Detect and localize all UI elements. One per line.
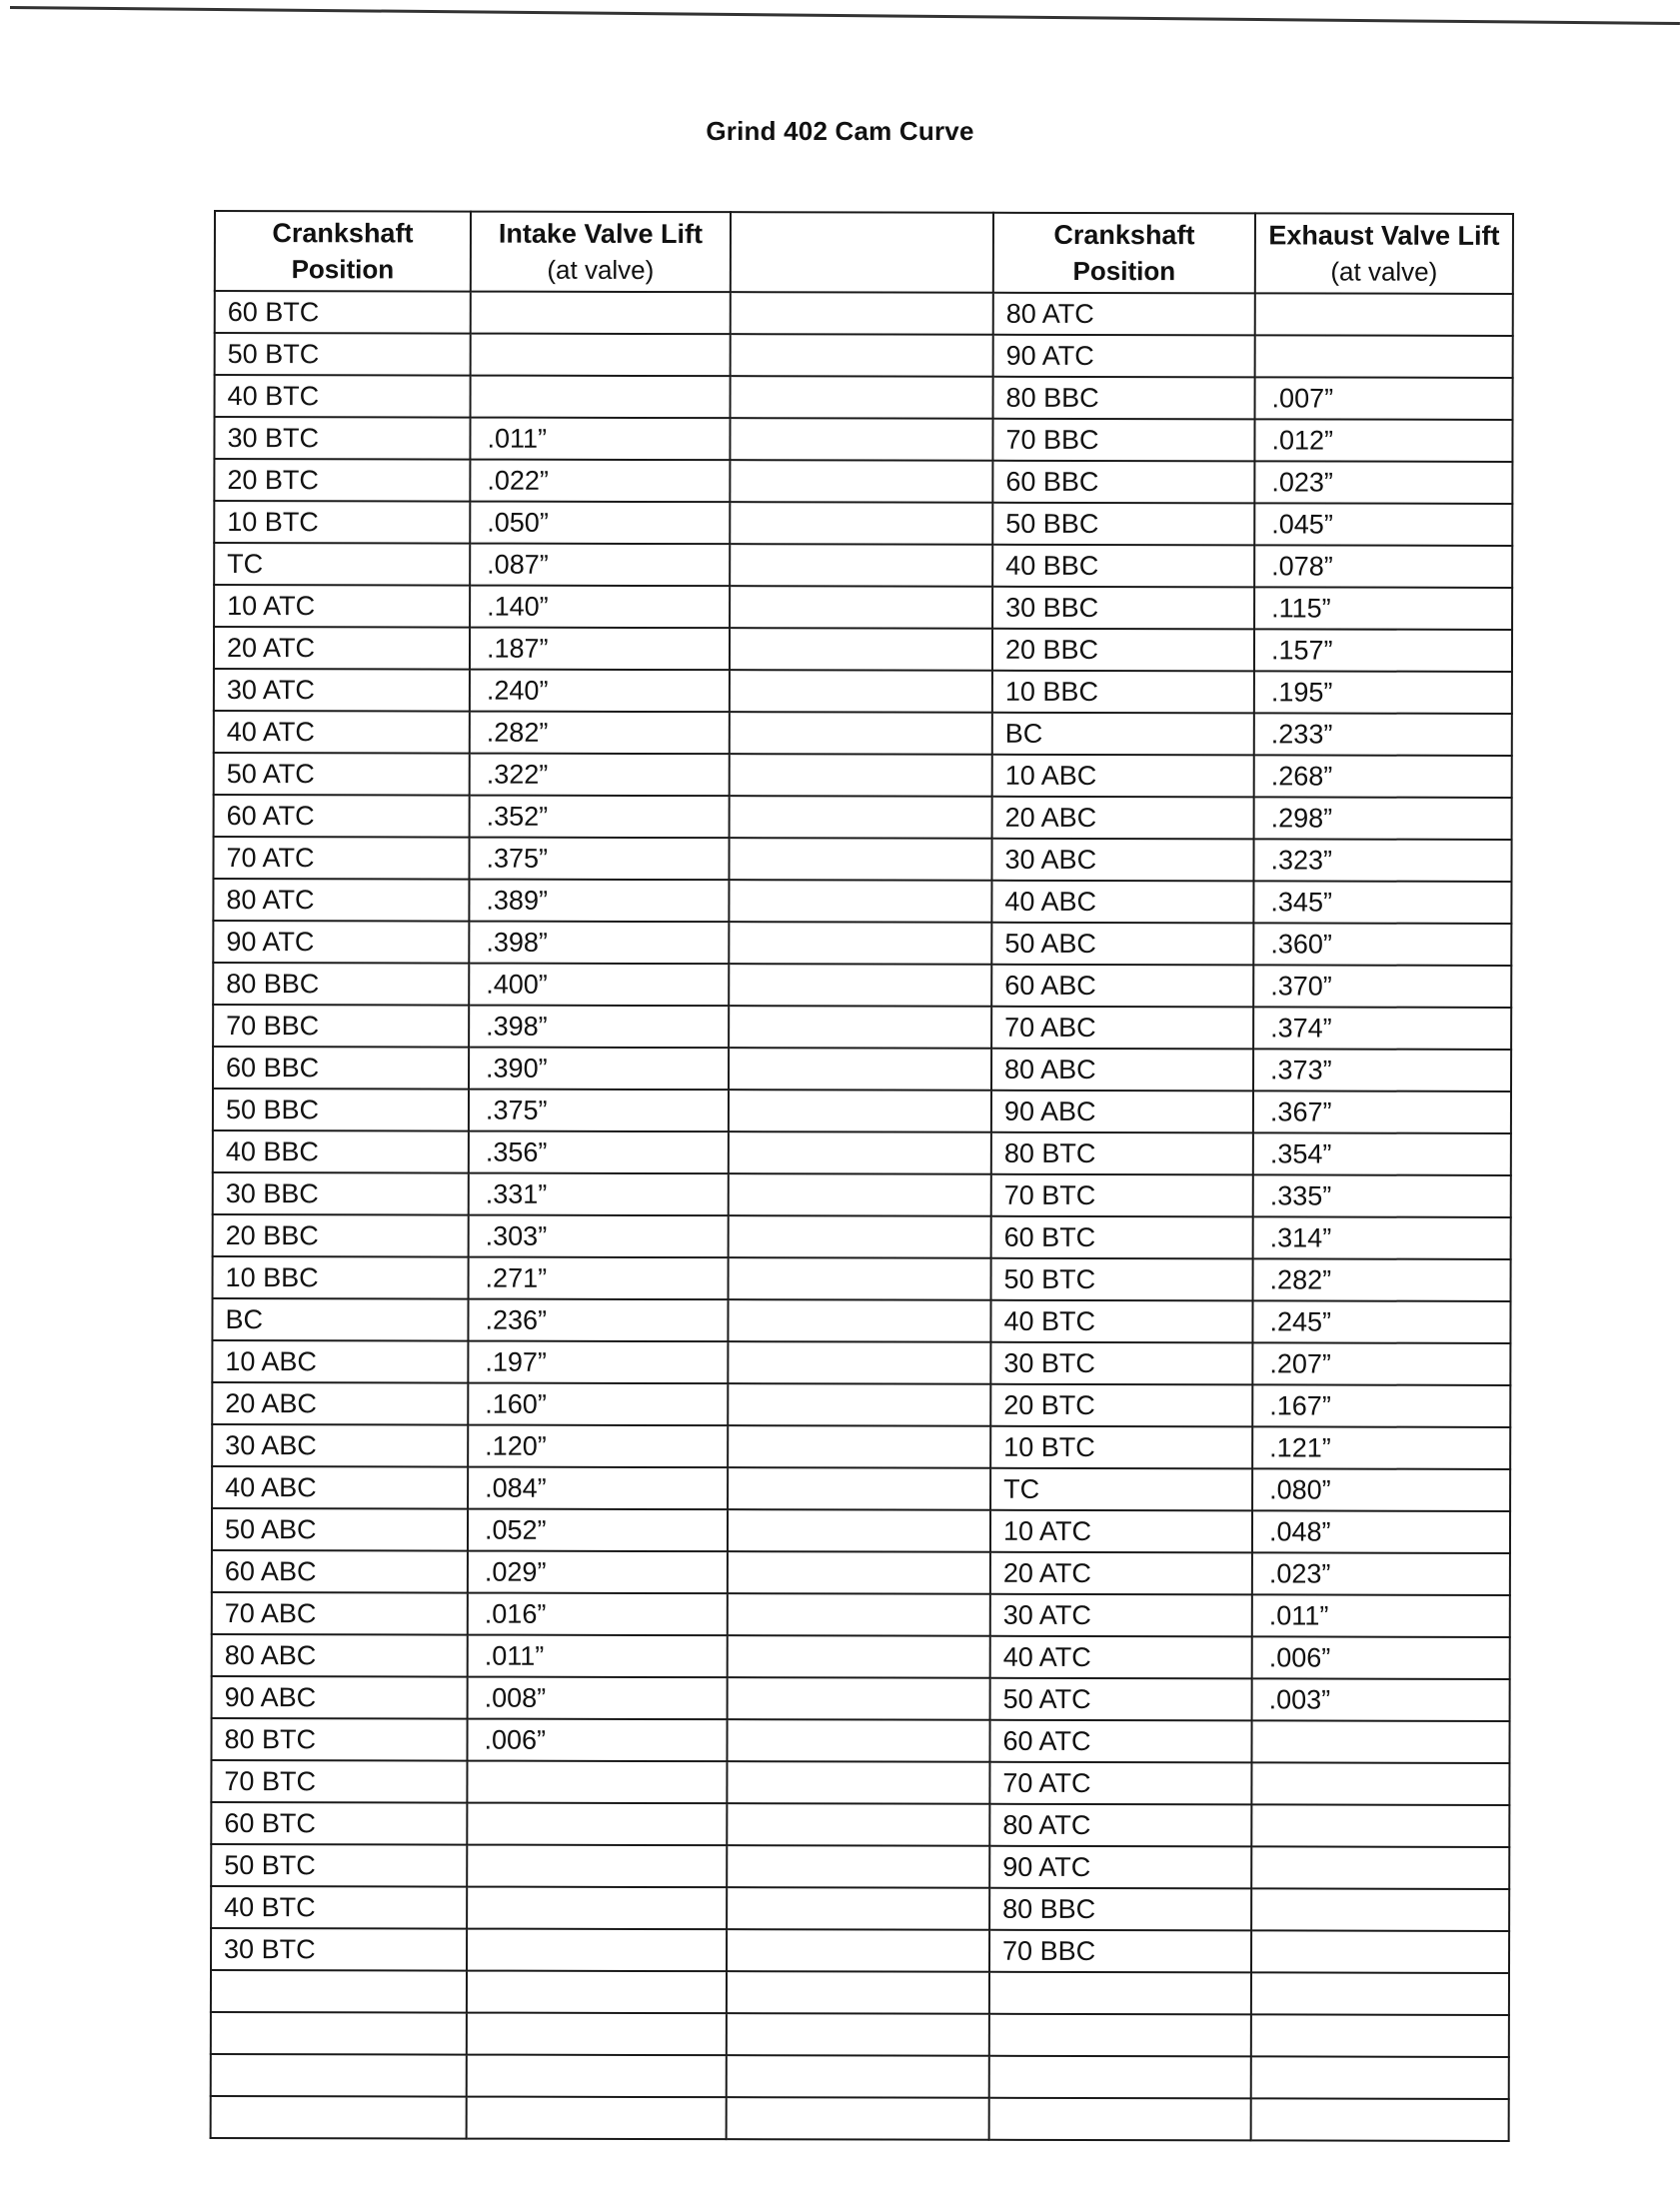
exhaust-valve-lift-cell: .354” xyxy=(1253,1132,1511,1175)
intake-valve-lift-cell xyxy=(467,1929,727,1972)
intake-crankshaft-position-cell: 60 BTC xyxy=(211,1802,467,1845)
exhaust-crankshaft-position-cell: 40 BTC xyxy=(990,1300,1252,1343)
exhaust-valve-lift-cell: .157” xyxy=(1254,629,1512,672)
exhaust-valve-lift-cell xyxy=(1251,1888,1509,1931)
intake-valve-lift-cell: .052” xyxy=(468,1509,728,1552)
table-row xyxy=(212,1550,1510,1595)
blank-cell xyxy=(727,2097,989,2140)
blank-cell xyxy=(729,1090,991,1132)
header-main: Exhaust Valve Lift xyxy=(1268,220,1500,251)
blank-cell xyxy=(729,1131,991,1174)
page-title: Grind 402 Cam Curve xyxy=(706,116,974,146)
blank-cell xyxy=(727,2055,989,2098)
intake-valve-lift-cell: .322” xyxy=(470,754,730,797)
exhaust-valve-lift-cell: .007” xyxy=(1255,377,1513,420)
table-row xyxy=(214,585,1512,630)
exhaust-crankshaft-position-cell: 80 ABC xyxy=(991,1049,1253,1092)
exhaust-valve-lift-cell: .045” xyxy=(1254,503,1512,546)
intake-crankshaft-position-cell: 60 BTC xyxy=(215,291,471,334)
blank-cell xyxy=(730,670,992,713)
table-row xyxy=(213,1005,1511,1050)
intake-crankshaft-position-cell: 60 BBC xyxy=(213,1047,469,1090)
intake-valve-lift-cell: .390” xyxy=(469,1048,729,1091)
intake-valve-lift-cell: .197” xyxy=(468,1341,728,1384)
exhaust-valve-lift-cell xyxy=(1251,2014,1509,2057)
intake-crankshaft-position-cell: 70 BBC xyxy=(213,1005,469,1048)
exhaust-crankshaft-position-cell: TC xyxy=(990,1468,1252,1511)
intake-valve-lift-cell xyxy=(467,1971,727,2014)
table-row xyxy=(215,375,1513,420)
exhaust-crankshaft-position-cell: 20 BBC xyxy=(992,629,1254,672)
exhaust-valve-lift-cell: .245” xyxy=(1252,1300,1510,1343)
intake-valve-lift-cell: .375” xyxy=(469,1090,729,1132)
intake-valve-lift-cell: .398” xyxy=(469,922,729,965)
intake-crankshaft-position-cell: TC xyxy=(214,543,470,586)
blank-cell xyxy=(730,754,992,797)
exhaust-valve-lift-cell: .282” xyxy=(1253,1258,1511,1301)
intake-crankshaft-position-cell: 30 ABC xyxy=(212,1424,468,1467)
table-row xyxy=(213,1256,1511,1301)
table-row xyxy=(214,669,1512,714)
intake-crankshaft-position-cell: 60 ABC xyxy=(212,1550,468,1593)
intake-crankshaft-position-cell: 40 BTC xyxy=(215,375,471,418)
intake-valve-lift-cell xyxy=(467,1803,727,1846)
exhaust-crankshaft-position-cell: 60 ABC xyxy=(991,965,1253,1008)
blank-cell xyxy=(730,544,992,587)
header-blank xyxy=(731,212,993,293)
table-row xyxy=(211,1886,1509,1931)
exhaust-valve-lift-cell: .006” xyxy=(1252,1636,1510,1679)
intake-valve-lift-cell: .050” xyxy=(470,502,730,545)
exhaust-valve-lift-cell: .335” xyxy=(1253,1174,1511,1217)
blank-cell xyxy=(728,1551,990,1594)
intake-crankshaft-position-cell: 90 ABC xyxy=(212,1676,468,1719)
header-sub: Position xyxy=(291,254,395,285)
exhaust-crankshaft-position-cell: 50 BTC xyxy=(991,1258,1253,1301)
exhaust-crankshaft-position-cell: 10 ATC xyxy=(990,1510,1252,1553)
table-row xyxy=(213,921,1511,966)
intake-crankshaft-position-cell: 30 BBC xyxy=(213,1172,469,1215)
intake-valve-lift-cell: .187” xyxy=(470,628,730,671)
intake-crankshaft-position-cell: 10 ABC xyxy=(212,1340,468,1383)
exhaust-valve-lift-cell xyxy=(1251,1846,1509,1889)
exhaust-crankshaft-position-cell xyxy=(989,2056,1251,2099)
exhaust-valve-lift-cell: .207” xyxy=(1252,1342,1510,1385)
header-sub: Position xyxy=(1072,255,1176,287)
intake-crankshaft-position-cell: 10 BBC xyxy=(213,1256,469,1299)
header-intake-crankshaft-position xyxy=(215,211,471,292)
blank-cell xyxy=(729,1173,991,1216)
exhaust-crankshaft-position-cell xyxy=(989,1972,1251,2015)
intake-crankshaft-position-cell: 80 BBC xyxy=(213,963,469,1006)
table-row xyxy=(213,1172,1511,1217)
exhaust-crankshaft-position-cell: 10 BTC xyxy=(990,1426,1252,1469)
exhaust-valve-lift-cell: .023” xyxy=(1254,461,1512,504)
intake-crankshaft-position-cell: 20 BBC xyxy=(213,1214,469,1257)
intake-valve-lift-cell: .084” xyxy=(468,1467,728,1510)
exhaust-valve-lift-cell xyxy=(1255,293,1513,336)
table-row xyxy=(211,1760,1509,1805)
blank-cell xyxy=(727,2013,989,2056)
intake-crankshaft-position-cell: 20 ATC xyxy=(214,627,470,670)
blank-cell xyxy=(728,1425,990,1468)
blank-cell xyxy=(729,964,991,1007)
intake-crankshaft-position-cell: 10 BTC xyxy=(214,501,470,544)
intake-valve-lift-cell: .236” xyxy=(468,1299,728,1342)
intake-crankshaft-position-cell: 30 ATC xyxy=(214,669,470,712)
blank-cell xyxy=(730,796,992,839)
exhaust-crankshaft-position-cell: 20 BTC xyxy=(990,1384,1252,1427)
intake-crankshaft-position-cell: 90 ATC xyxy=(213,921,469,964)
blank-cell xyxy=(731,376,993,419)
intake-crankshaft-position-cell: 70 BTC xyxy=(211,1760,467,1803)
intake-valve-lift-cell: .271” xyxy=(469,1257,729,1300)
blank-cell xyxy=(727,1887,989,1930)
exhaust-crankshaft-position-cell: 70 ATC xyxy=(989,1762,1251,1805)
table-row xyxy=(214,459,1512,504)
exhaust-crankshaft-position-cell: 40 ATC xyxy=(990,1636,1252,1679)
exhaust-valve-lift-cell: .268” xyxy=(1254,755,1512,798)
exhaust-crankshaft-position-cell: 70 BBC xyxy=(989,1930,1251,1973)
blank-cell xyxy=(730,502,992,545)
exhaust-valve-lift-cell: .011” xyxy=(1252,1594,1510,1637)
exhaust-crankshaft-position-cell: 30 BTC xyxy=(990,1342,1252,1385)
intake-crankshaft-position-cell: 30 BTC xyxy=(214,417,470,460)
table-row xyxy=(213,1047,1511,1092)
intake-crankshaft-position-cell xyxy=(211,2096,467,2139)
exhaust-valve-lift-cell xyxy=(1251,2098,1509,2141)
blank-cell xyxy=(730,418,992,461)
exhaust-crankshaft-position-cell: 50 BBC xyxy=(992,503,1254,546)
table-row xyxy=(215,291,1513,336)
exhaust-crankshaft-position-cell: 60 ATC xyxy=(989,1720,1251,1763)
blank-cell xyxy=(728,1677,990,1720)
exhaust-crankshaft-position-cell: 80 ATC xyxy=(989,1804,1251,1847)
table-row xyxy=(215,333,1513,378)
scan-edge-line xyxy=(10,6,1680,25)
intake-valve-lift-cell: .087” xyxy=(470,544,730,587)
table-row xyxy=(212,1508,1510,1553)
intake-valve-lift-cell: .389” xyxy=(469,880,729,923)
blank-cell xyxy=(728,1593,990,1636)
intake-valve-lift-cell: .120” xyxy=(468,1425,728,1468)
table-row xyxy=(214,711,1512,756)
table-row xyxy=(214,543,1512,588)
intake-crankshaft-position-cell: 30 BTC xyxy=(211,1928,467,1971)
header-exhaust-valve-lift xyxy=(1255,213,1513,294)
blank-cell xyxy=(727,1845,989,1888)
exhaust-valve-lift-cell xyxy=(1251,1804,1509,1847)
exhaust-crankshaft-position-cell: 40 ABC xyxy=(991,881,1253,924)
intake-crankshaft-position-cell: BC xyxy=(212,1298,468,1341)
intake-valve-lift-cell xyxy=(467,2013,727,2056)
table-row xyxy=(211,2054,1509,2099)
intake-crankshaft-position-cell: 20 BTC xyxy=(214,459,470,502)
exhaust-valve-lift-cell: .012” xyxy=(1254,419,1512,462)
blank-cell xyxy=(728,1383,990,1426)
intake-crankshaft-position-cell xyxy=(211,1970,467,2013)
table-row xyxy=(211,1718,1509,1763)
table-row xyxy=(211,1970,1509,2015)
exhaust-valve-lift-cell: .360” xyxy=(1253,923,1511,966)
exhaust-crankshaft-position-cell: 90 ATC xyxy=(993,335,1255,378)
blank-cell xyxy=(729,1048,991,1091)
exhaust-valve-lift-cell: .115” xyxy=(1254,587,1512,630)
exhaust-crankshaft-position-cell: 50 ABC xyxy=(991,923,1253,966)
exhaust-crankshaft-position-cell: 50 ATC xyxy=(990,1678,1252,1721)
table-row xyxy=(214,501,1512,546)
table-row xyxy=(211,1844,1509,1889)
intake-valve-lift-cell: .016” xyxy=(468,1593,728,1636)
exhaust-valve-lift-cell: .323” xyxy=(1253,839,1511,882)
cam-curve-table-container xyxy=(210,210,1514,2142)
intake-crankshaft-position-cell: 50 BTC xyxy=(215,333,471,376)
exhaust-valve-lift-cell: .367” xyxy=(1253,1091,1511,1133)
intake-valve-lift-cell: .011” xyxy=(468,1635,728,1678)
exhaust-valve-lift-cell: .373” xyxy=(1253,1049,1511,1092)
exhaust-valve-lift-cell: .121” xyxy=(1252,1426,1510,1469)
blank-cell xyxy=(727,1719,989,1762)
blank-cell xyxy=(729,1215,991,1258)
table-row xyxy=(212,1466,1510,1511)
blank-cell xyxy=(727,1929,989,1972)
table-row xyxy=(213,1130,1511,1175)
exhaust-valve-lift-cell: .314” xyxy=(1253,1216,1511,1259)
exhaust-crankshaft-position-cell: 10 BBC xyxy=(992,671,1254,714)
header-sub: (at valve) xyxy=(1330,256,1438,287)
table-row xyxy=(214,417,1512,462)
header-intake-valve-lift xyxy=(471,212,731,293)
intake-valve-lift-cell: .352” xyxy=(470,796,730,839)
exhaust-valve-lift-cell xyxy=(1251,1930,1509,1973)
blank-cell xyxy=(728,1635,990,1678)
exhaust-valve-lift-cell: .023” xyxy=(1252,1552,1510,1595)
exhaust-valve-lift-cell: .167” xyxy=(1252,1384,1510,1427)
table-row xyxy=(212,1634,1510,1679)
blank-cell xyxy=(730,460,992,503)
intake-valve-lift-cell xyxy=(467,2097,727,2140)
table-row xyxy=(213,879,1511,924)
intake-crankshaft-position-cell: 50 ATC xyxy=(214,753,470,796)
intake-crankshaft-position-cell: 10 ATC xyxy=(214,585,470,628)
blank-cell xyxy=(727,1971,989,2014)
intake-crankshaft-position-cell: 40 BBC xyxy=(213,1130,469,1173)
table-row xyxy=(214,795,1512,840)
exhaust-crankshaft-position-cell: 10 ABC xyxy=(992,755,1254,798)
table-row xyxy=(211,1802,1509,1847)
exhaust-crankshaft-position-cell: 90 ATC xyxy=(989,1846,1251,1889)
exhaust-crankshaft-position-cell: 30 ATC xyxy=(990,1594,1252,1637)
intake-valve-lift-cell xyxy=(467,2055,727,2098)
exhaust-valve-lift-cell: .374” xyxy=(1253,1007,1511,1050)
header-sub: (at valve) xyxy=(547,254,655,285)
intake-valve-lift-cell xyxy=(467,1887,727,1930)
blank-cell xyxy=(727,1803,989,1846)
exhaust-valve-lift-cell xyxy=(1251,1720,1509,1763)
intake-crankshaft-position-cell: 80 ATC xyxy=(213,879,469,922)
table-body xyxy=(211,291,1513,2141)
intake-crankshaft-position-cell: 40 ATC xyxy=(214,711,470,754)
cam-curve-table xyxy=(210,210,1514,2142)
table-row xyxy=(213,1089,1511,1133)
exhaust-crankshaft-position-cell: 30 BBC xyxy=(992,587,1254,630)
exhaust-crankshaft-position-cell: 20 ATC xyxy=(990,1552,1252,1595)
blank-cell xyxy=(729,838,991,881)
exhaust-valve-lift-cell: .195” xyxy=(1254,671,1512,714)
table-row xyxy=(214,627,1512,672)
exhaust-valve-lift-cell: .080” xyxy=(1252,1468,1510,1511)
intake-crankshaft-position-cell: 80 ABC xyxy=(212,1634,468,1677)
intake-valve-lift-cell: .400” xyxy=(469,964,729,1007)
exhaust-crankshaft-position-cell: 70 ABC xyxy=(991,1007,1253,1050)
intake-valve-lift-cell: .140” xyxy=(470,586,730,629)
intake-valve-lift-cell: .240” xyxy=(470,670,730,713)
exhaust-crankshaft-position-cell: 20 ABC xyxy=(992,797,1254,840)
exhaust-crankshaft-position-cell: BC xyxy=(992,713,1254,756)
blank-cell xyxy=(729,1257,991,1300)
header-main: Crankshaft xyxy=(1053,219,1195,251)
exhaust-valve-lift-cell xyxy=(1255,335,1513,378)
table-row xyxy=(211,2012,1509,2057)
table-row xyxy=(211,1928,1509,1973)
intake-valve-lift-cell xyxy=(467,1845,727,1888)
exhaust-valve-lift-cell xyxy=(1251,2056,1509,2099)
intake-crankshaft-position-cell: 60 ATC xyxy=(214,795,470,838)
intake-valve-lift-cell: .022” xyxy=(470,460,730,503)
intake-crankshaft-position-cell: 40 BTC xyxy=(211,1886,467,1929)
exhaust-valve-lift-cell xyxy=(1251,1972,1509,2015)
intake-valve-lift-cell: .398” xyxy=(469,1006,729,1049)
intake-crankshaft-position-cell xyxy=(211,2012,467,2055)
table-row xyxy=(211,2096,1509,2141)
table-row xyxy=(212,1382,1510,1427)
table-row xyxy=(212,1340,1510,1385)
intake-valve-lift-cell: .006” xyxy=(467,1719,727,1762)
intake-crankshaft-position-cell: 40 ABC xyxy=(212,1466,468,1509)
intake-crankshaft-position-cell: 50 BTC xyxy=(211,1844,467,1887)
intake-valve-lift-cell: .008” xyxy=(468,1677,728,1720)
intake-valve-lift-cell: .160” xyxy=(468,1383,728,1426)
intake-crankshaft-position-cell xyxy=(211,2054,467,2097)
table-row xyxy=(213,963,1511,1008)
intake-valve-lift-cell: .303” xyxy=(469,1215,729,1258)
exhaust-crankshaft-position-cell: 30 ABC xyxy=(991,839,1253,882)
exhaust-crankshaft-position-cell: 60 BTC xyxy=(991,1216,1253,1259)
exhaust-crankshaft-position-cell: 70 BTC xyxy=(991,1174,1253,1217)
blank-cell xyxy=(730,628,992,671)
intake-crankshaft-position-cell: 20 ABC xyxy=(212,1382,468,1425)
blank-cell xyxy=(730,586,992,629)
intake-crankshaft-position-cell: 70 ABC xyxy=(212,1592,468,1635)
table-row xyxy=(212,1592,1510,1637)
header-exhaust-crankshaft-position xyxy=(993,213,1255,294)
blank-cell xyxy=(728,1509,990,1552)
header-main: Intake Valve Lift xyxy=(498,218,704,250)
header-main: Crankshaft xyxy=(272,218,414,249)
exhaust-valve-lift-cell: .370” xyxy=(1253,965,1511,1008)
blank-cell xyxy=(727,1761,989,1804)
intake-valve-lift-cell xyxy=(467,1761,727,1804)
blank-cell xyxy=(728,1299,990,1342)
table-row xyxy=(213,1214,1511,1259)
table-row xyxy=(212,1298,1510,1343)
intake-valve-lift-cell: .356” xyxy=(469,1131,729,1174)
intake-crankshaft-position-cell: 80 BTC xyxy=(211,1718,467,1761)
intake-valve-lift-cell xyxy=(471,334,731,377)
exhaust-valve-lift-cell: .048” xyxy=(1252,1510,1510,1553)
blank-cell xyxy=(729,922,991,965)
intake-valve-lift-cell: .011” xyxy=(470,418,730,461)
table-row xyxy=(213,837,1511,882)
intake-crankshaft-position-cell: 70 ATC xyxy=(213,837,469,880)
blank-cell xyxy=(728,1467,990,1510)
exhaust-crankshaft-position-cell: 60 BBC xyxy=(992,461,1254,504)
table-row xyxy=(214,753,1512,798)
blank-cell xyxy=(731,334,993,377)
intake-valve-lift-cell: .331” xyxy=(469,1173,729,1216)
exhaust-valve-lift-cell: .298” xyxy=(1254,797,1512,840)
exhaust-crankshaft-position-cell xyxy=(989,2014,1251,2057)
exhaust-crankshaft-position-cell: 80 BBC xyxy=(989,1888,1251,1931)
exhaust-crankshaft-position-cell: 80 BBC xyxy=(993,377,1255,420)
blank-cell xyxy=(731,292,993,335)
intake-valve-lift-cell xyxy=(471,292,731,335)
exhaust-valve-lift-cell: .003” xyxy=(1252,1678,1510,1721)
exhaust-crankshaft-position-cell: 70 BBC xyxy=(992,419,1254,462)
exhaust-valve-lift-cell xyxy=(1251,1762,1509,1805)
exhaust-crankshaft-position-cell: 80 ATC xyxy=(993,293,1255,336)
table-row xyxy=(212,1676,1510,1721)
exhaust-crankshaft-position-cell xyxy=(989,2098,1251,2141)
blank-cell xyxy=(730,712,992,755)
intake-crankshaft-position-cell: 50 ABC xyxy=(212,1508,468,1551)
exhaust-crankshaft-position-cell: 90 ABC xyxy=(991,1091,1253,1133)
blank-cell xyxy=(729,880,991,923)
intake-valve-lift-cell: .029” xyxy=(468,1551,728,1594)
intake-valve-lift-cell: .282” xyxy=(470,712,730,755)
exhaust-valve-lift-cell: .345” xyxy=(1253,881,1511,924)
intake-crankshaft-position-cell: 50 BBC xyxy=(213,1089,469,1131)
exhaust-crankshaft-position-cell: 40 BBC xyxy=(992,545,1254,588)
table-row xyxy=(212,1424,1510,1469)
table-header-row xyxy=(215,211,1513,294)
blank-cell xyxy=(728,1341,990,1384)
exhaust-crankshaft-position-cell: 80 BTC xyxy=(991,1132,1253,1175)
exhaust-valve-lift-cell: .078” xyxy=(1254,545,1512,588)
intake-valve-lift-cell: .375” xyxy=(469,838,729,881)
exhaust-valve-lift-cell: .233” xyxy=(1254,713,1512,756)
intake-valve-lift-cell xyxy=(471,376,731,419)
blank-cell xyxy=(729,1006,991,1049)
